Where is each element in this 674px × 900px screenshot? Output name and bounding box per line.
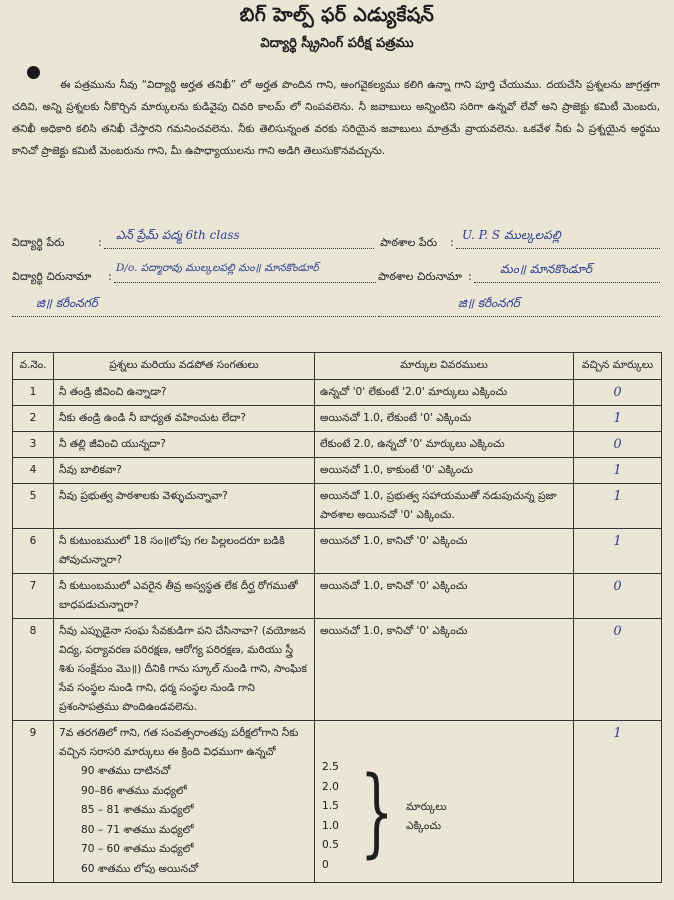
row-detail: ఉన్నచో '0' లేకుంటే '2.0' మార్కులు ఎక్కించు (315, 380, 574, 406)
header-question: ప్రశ్నలు మరియు వడపోత సంగతులు (54, 353, 315, 380)
student-name-label: విద్యార్థి పేరు (12, 236, 65, 249)
header-sno: వ.నెం. (13, 353, 54, 380)
row-number: 1 (13, 380, 54, 406)
score-label (406, 798, 447, 836)
range-item: 60 శాతము లోపు అయినచో (81, 862, 199, 875)
school-address-value[interactable]: మం॥ మానకొండూర్ (500, 262, 593, 276)
score-item: 0 (322, 858, 329, 871)
row-mark[interactable]: 1 (574, 529, 662, 574)
row-question: నీవు ఎప్పుడైనా సంఘ సేవకుడిగా పని చేసినావా? (వయోజన విద్య, పర్యావరణ పరిరక్షణ, ఆరోగ్య పరిరక్షణ, మరియు స్త్రీ శిశు సంక్షేమం మొ॥) దీనికి గాను స్కూల్ నుండి గాని, సాంఘిక సేవ సంస్థల నుండి గాని, ధర్మ సంస్థల నుండి గాని ప్రశంసాపత్రము పొందిఉండవలెను. (54, 619, 315, 721)
table-row (13, 432, 662, 458)
percentage-ranges (81, 762, 309, 879)
table-row (13, 458, 662, 484)
row-number: 7 (13, 574, 54, 619)
range-item: 85 – 81 శాతము మధ్యలో (81, 804, 194, 816)
row-question: నీ తల్లి జీవించి యున్నదా? (54, 432, 315, 458)
row-question: నీకు తండ్రి ఉండి నీ బాధ్యత వహించుట లేదా? (54, 406, 315, 432)
school-address-value-2[interactable]: జి॥ కరీంనగర్ (458, 296, 520, 310)
range-item: 90 శాతము దాటినచో (81, 765, 171, 777)
score-label-line-2: ఎక్కించు (406, 820, 442, 832)
student-address-value-2[interactable]: జి॥ కరీంనగర్ (36, 296, 98, 310)
school-name-label: పాఠశాల పేరు (380, 236, 438, 249)
score-item: 0.5 (322, 839, 339, 851)
screening-form-page: బిగ్ హెల్ప్ ఫర్ ఎడ్యుకేషన్ విద్యార్థి స్క్రీనింగ్ పరీక్ష పత్రము ఈ పత్రమును నీవు “విద్యార్థి అర్హత తనిఖీ” లో అర్హత పొందిన గాని, అంగవైకల్యము కలిగి ఉన్నా గాని పూర్తి చేయుము. దయచేసి ప్రశ్నలను జాగ్రత్తగా చదివి, అన్ని ప్రశ్నలకు నీకొర్చిన మార్కులను కుడివైపు చివరి కాలమ్ లో నింపవలెను. నీ జవాబులు అన్నింటిని సరిగా ఉన్నవో లేవో అని ప్రాజెక్టు కమిటీ మెంబరు, తనిఖీ అధికారి కలిసి తనిఖీ చేస్తారని గమనించవలెను. నీకు తెలిసున్నంత వరకు సరియైన జవాబులు మాత్రమే వ్రాయవలెను. ఒకవేళ నీకు ఏ ప్రశ్నయైన అర్థము కానిచో ప్రాజెక్టు కమిటీ మెంబరును గాని, మీ ఉపాధ్యాయులను గాని అడిగి తెలుసుకొనవచ్చును. విద్యార్థి పేరు : ఎన్ ప్రేమ్ పద్మ 6th class పాఠశాల పేరు : U. P. S ముల్కలపల్లి విద్యార్థి చిరునామా : D/o. పద్మారావు ముల్కలపల్లి మం॥ మానకొండూర్ పాఠశాల చిరునామా : మం॥ మానకొండూర్ జి॥ కరీంనగర్ జి॥ కరీంనగర్ వ.నెం. ప్రశ్నలు మరియు వడపోత సంగతులు మార్కుల వివరములు వచ్చిన మార్కులు 1 నీ తండ్రి జీవించి ఉన్నాడా? ఉన్నచో '0' లేకుంటే '2.0' మార్కులు ఎక్కించు 0 2 నీకు తండ్రి ఉండి నీ బాధ్యత వహించుట లేదా? అయినచో 1.0, లేకుంటే '0' ఎక్కించు 1 3 నీ తల్లి జీవించి యున్నదా? లేకుంటే 2.0, ఉన్నచో '0' మార్కులు ఎక్కించు 0 4 నీవు బాలికవా? అయినచో 1.0, కాకుంటే '0' ఎక్కించు 1 5 నీవు ప్రభుత్వ పాఠశాలకు వెళ్ళుచున్నావా? అయినచో 1.0, ప్రభుత్వ సహాయముతో నడుపుచున్న ప్రజా పాఠశాల అయినచో '0' ఎక్కించు. 1 6 నీ కుటుంబములో 18 సం॥లోపు గల పిల్లలందరూ బడికి పోవుచున్నారా? అయినచో 1.0, కానిచో '0' ఎక్కించు 1 7 నీ కుటుంబములో ఎవరైన తీవ్ర అస్వస్థత లేక దీర్ఘ రోగముతో బాధపడుచున్నారా? అయినచో 1.0, కానిచో '0' ఎక్కించు 0 8 నీవు ఎప్పుడైనా సంఘ సేవకుడిగా పని చేసినావా? (వయోజన విద్య, పర్యావరణ పరిరక్షణ, ఆరోగ్య పరిరక్షణ, మరియు స్త్రీ శిశు సంక్షేమం మొ॥) దీనికి గాను స్కూల్ నుండి గాని, సాంఘిక సేవ సంస్థల నుండి గాని, ధర్మ సంస్థల నుండి గాని ప్రశంసాపత్రము పొందిఉండవలెను. అయినచో 1.0, కానిచో '0' ఎక్కించు 0 9 7వ తరగతిలో గాని, గత సంవత్సరాంతపు పరీక్షలోగాని నీకు వచ్చిన సరాసరి మార్కులు ఈ క్రింది విధముగా ఉన్నచో 90 శాతము దాటినచో 90–86 శాతము మధ్యలో 85 – 81 శాతము మధ్యలో 80 – 71 శాతము మధ్యలో 70 – 60 శాతము మధ్యలో 60 శాతము లోపు అయినచో 2.5 2.0 1.5 1.0 0.5 0 } మార్కులు ఎక్కించు 1 (0, 0, 674, 900)
score-list (322, 758, 339, 875)
row-number: 5 (13, 484, 54, 529)
range-item: 80 – 71 శాతము మధ్యలో (81, 823, 194, 836)
row-number: 9 (13, 721, 54, 883)
questions-table (12, 352, 662, 883)
row-detail: అయినచో 1.0, లేకుంటే '0' ఎక్కించు (315, 406, 574, 432)
score-label-line-1: మార్కులు (406, 801, 447, 813)
row-question: నీవు ప్రభుత్వ పాఠశాలకు వెళ్ళుచున్నావా? (54, 484, 315, 529)
score-item: 2.0 (322, 780, 339, 793)
row-number: 2 (13, 406, 54, 432)
row-detail: అయినచో 1.0, కాకుంటే '0' ఎక్కించు (315, 458, 574, 484)
row-mark[interactable]: 1 (574, 484, 662, 529)
row-detail: అయినచో 1.0, కానిచో '0' ఎక్కించు (315, 574, 574, 619)
score-scale (320, 758, 568, 876)
row-mark[interactable]: 0 (574, 619, 662, 721)
row-number: 6 (13, 529, 54, 574)
row-mark[interactable]: 0 (574, 432, 662, 458)
table-row (13, 484, 662, 529)
row-question: నీ కుటుంబములో 18 సం॥లోపు గల పిల్లలందరూ బడికి పోవుచున్నారా? (54, 529, 315, 574)
table-header-row (13, 353, 662, 380)
row-question: నీ తండ్రి జీవించి ఉన్నాడా? (54, 380, 315, 406)
row-mark[interactable]: 0 (574, 380, 662, 406)
row-mark[interactable]: 1 (574, 721, 662, 883)
range-item: 70 – 60 శాతము మధ్యలో (81, 843, 194, 855)
table-row (13, 529, 662, 574)
row-question-text: 7వ తరగతిలో గాని, గత సంవత్సరాంతపు పరీక్షలోగాని నీకు వచ్చిన సరాసరి మార్కులు ఈ క్రింది విధముగా ఉన్నచో (59, 727, 299, 758)
table-row (13, 574, 662, 619)
range-item: 90–86 శాతము మధ్యలో (81, 784, 187, 797)
row-detail: లేకుంటే 2.0, ఉన్నచో '0' మార్కులు ఎక్కించు (315, 432, 574, 458)
score-item: 2.5 (322, 761, 339, 773)
row-detail: అయినచో 1.0, కానిచో '0' ఎక్కించు (315, 529, 574, 574)
row-detail: అయినచో 1.0, ప్రభుత్వ సహాయముతో నడుపుచున్న ప్రజా పాఠశాల అయినచో '0' ఎక్కించు. (315, 484, 574, 529)
header-marks-obtained: వచ్చిన మార్కులు (574, 353, 662, 380)
student-name-value[interactable]: ఎన్ ప్రేమ్ పద్మ 6th class (116, 228, 240, 242)
student-address-label: విద్యార్థి చిరునామా (12, 270, 92, 283)
row-mark[interactable]: 1 (574, 406, 662, 432)
form-subtitle: విద్యార్థి స్క్రీనింగ్ పరీక్ష పత్రము (260, 36, 414, 51)
row-question: నీ కుటుంబములో ఎవరైన తీవ్ర అస్వస్థత లేక దీర్ఘ రోగముతో బాధపడుచున్నారా? (54, 574, 315, 619)
row-number: 4 (13, 458, 54, 484)
score-item: 1.5 (322, 800, 339, 812)
school-name-value[interactable]: U. P. S ముల్కలపల్లి (462, 228, 561, 242)
row-detail (315, 721, 574, 883)
row-number: 8 (13, 619, 54, 721)
row-number: 3 (13, 432, 54, 458)
score-item: 1.0 (322, 819, 339, 832)
row-question: నీవు బాలికవా? (54, 458, 315, 484)
table-row (13, 380, 662, 406)
table-row (13, 406, 662, 432)
instructions-paragraph: ఈ పత్రమును నీవు “విద్యార్థి అర్హత తనిఖీ” లో అర్హత పొందిన గాని, అంగవైకల్యము కలిగి ఉన్నా గాని పూర్తి చేయుము. దయచేసి ప్రశ్నలను జాగ్రత్తగా చదివి, అన్ని ప్రశ్నలకు నీకొర్చిన మార్కులను కుడివైపు చివరి కాలమ్ లో నింపవలెను. నీ జవాబులు అన్నింటిని సరిగా ఉన్నవో లేవో అని ప్రాజెక్టు కమిటీ మెంబరు, తనిఖీ అధికారి కలిసి తనిఖీ చేస్తారని గమనించవలెను. నీకు తెలిసున్నంత వరకు సరియైన జవాబులు మాత్రమే వ్రాయవలెను. ఒకవేళ నీకు ఏ ప్రశ్నయైన అర్థము కానిచో ప్రాజెక్టు కమిటీ మెంబరును గాని, మీ ఉపాధ్యాయులను గాని అడిగి తెలుసుకొనవచ్చును. (12, 79, 660, 157)
school-address-label: పాఠశాల చిరునామా (378, 270, 462, 283)
curly-brace-icon: } (360, 756, 394, 868)
row-question (54, 721, 315, 883)
form-title: బిగ్ హెల్ప్ ఫర్ ఎడ్యుకేషన్ (239, 4, 435, 26)
student-address-value[interactable]: D/o. పద్మారావు ముల్కలపల్లి మం॥ మానకొండూర్ (116, 262, 319, 274)
table-row (13, 721, 662, 883)
row-mark[interactable]: 0 (574, 574, 662, 619)
table-row (13, 619, 662, 721)
row-mark[interactable]: 1 (574, 458, 662, 484)
header-marks-detail: మార్కుల వివరములు (315, 353, 574, 380)
row-detail: అయినచో 1.0, కానిచో '0' ఎక్కించు (315, 619, 574, 721)
